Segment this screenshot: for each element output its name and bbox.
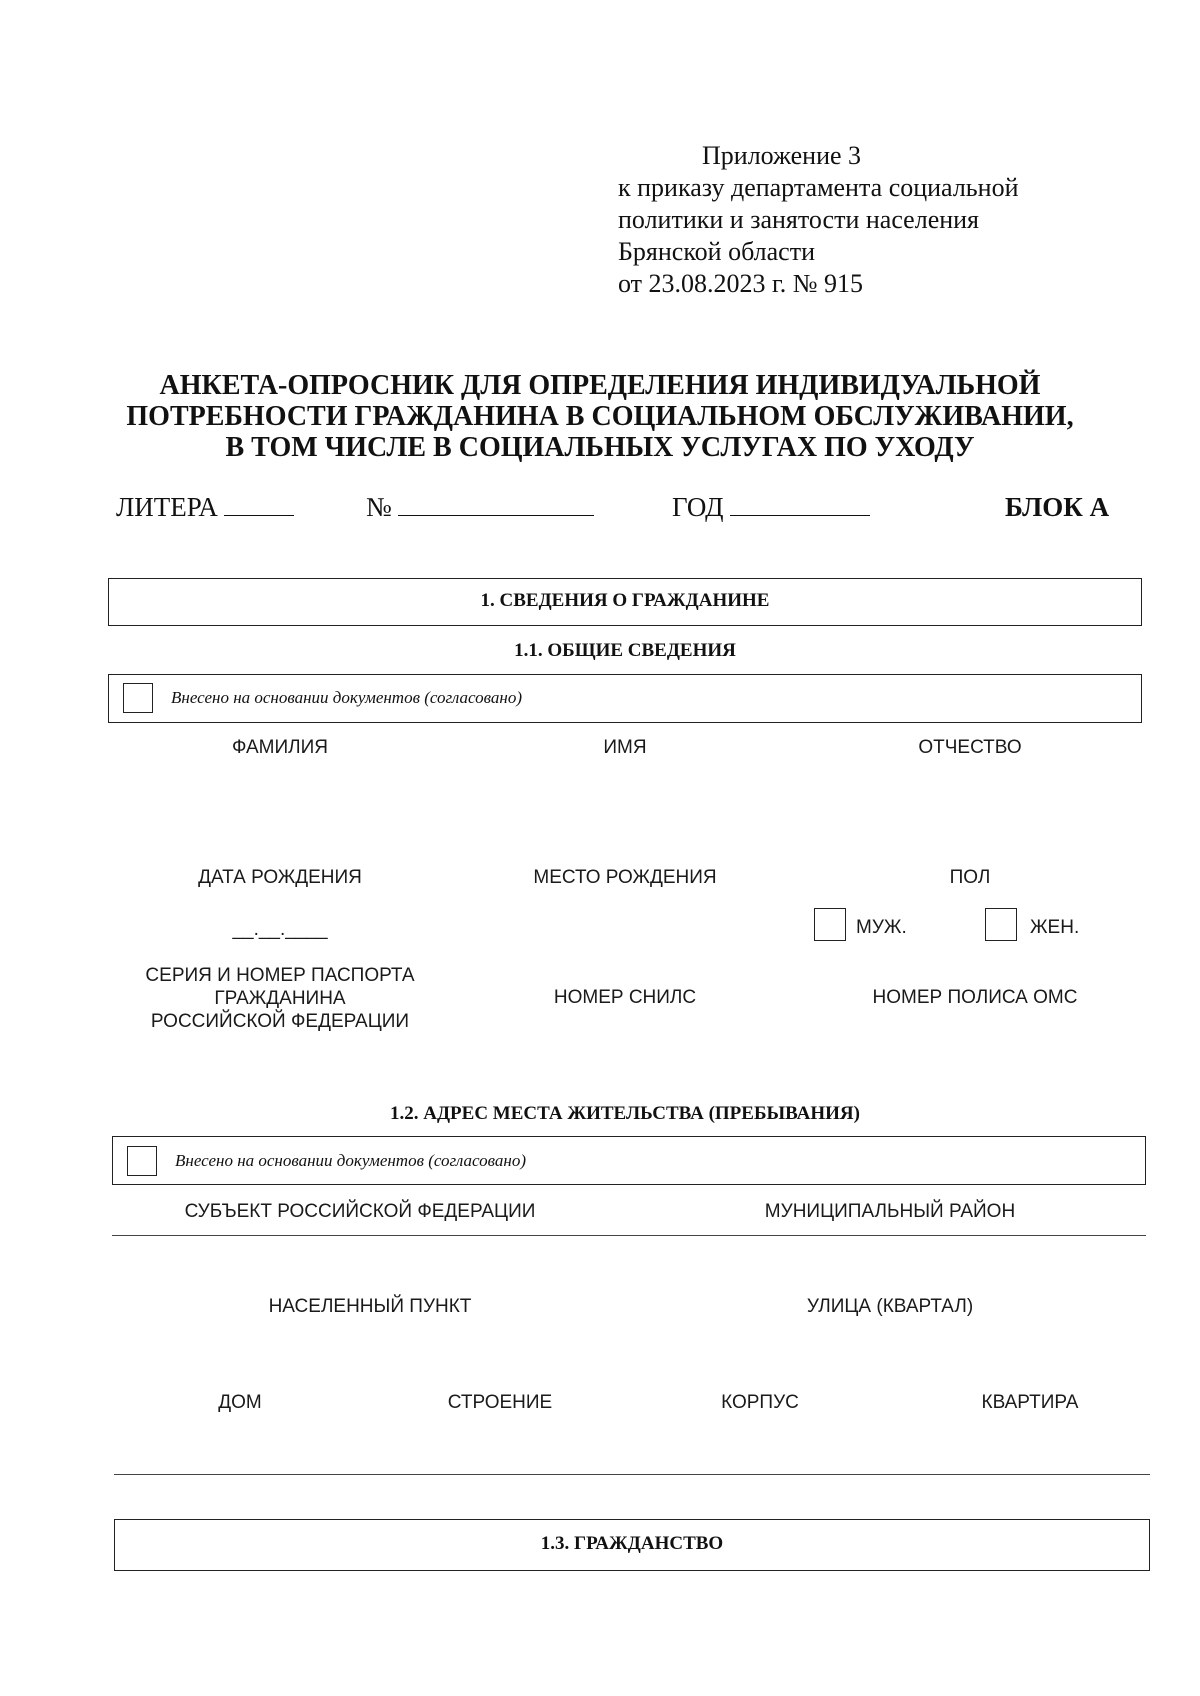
birth-place-label: МЕСТО РОЖДЕНИЯ	[533, 867, 717, 888]
title-line-2: ПОТРЕБНОСТИ ГРАЖДАНИНА В СОЦИАЛЬНОМ ОБСЛУЖИВАНИИ,	[126, 401, 1074, 432]
section-1-3-heading: 1.3. ГРАЖДАНСТВО	[540, 1533, 724, 1554]
documents-note-box-2	[112, 1136, 1146, 1185]
title-line-1: АНКЕТА-ОПРОСНИК ДЛЯ ОПРЕДЕЛЕНИЯ ИНДИВИДУАЛЬНОЙ	[159, 370, 1041, 401]
male-checkbox[interactable]	[814, 908, 846, 941]
documents-note-box-1	[108, 674, 1142, 723]
snils-label: НОМЕР СНИЛС	[553, 987, 697, 1008]
appendix-line-5: от 23.08.2023 г. № 915	[618, 269, 864, 298]
building-label: СТРОЕНИЕ	[447, 1392, 553, 1413]
documents-note-1: Внесено на основании документов (согласовано)	[171, 688, 522, 707]
locality-label: НАСЕЛЕННЫЙ ПУНКТ	[268, 1296, 472, 1317]
document-title	[100, 370, 1100, 463]
korpus-label: КОРПУС	[721, 1392, 799, 1413]
documents-checkbox-1[interactable]	[123, 683, 153, 713]
patronymic-label: ОТЧЕСТВО	[918, 737, 1022, 758]
section-1-3-heading-box	[114, 1519, 1150, 1571]
section-1-heading: 1. СВЕДЕНИЯ О ГРАЖДАНИНЕ	[480, 590, 770, 611]
male-label: МУЖ.	[856, 917, 907, 938]
passport-label-line-3: РОССИЙСКОЙ ФЕДЕРАЦИИ	[150, 1011, 410, 1032]
oms-label: НОМЕР ПОЛИСА ОМС	[872, 987, 1078, 1008]
female-checkbox[interactable]	[985, 908, 1017, 941]
litera-field	[116, 492, 294, 523]
year-label: ГОД	[672, 492, 724, 522]
number-label: №	[366, 492, 392, 522]
district-label: МУНИЦИПАЛЬНЫЙ РАЙОН	[764, 1201, 1016, 1222]
block-label: БЛОК А	[1005, 492, 1110, 522]
appendix-line-3: политики и занятости населения	[618, 205, 980, 234]
birth-date-label: ДАТА РОЖДЕНИЯ	[198, 867, 362, 888]
street-label: УЛИЦА (КВАРТАЛ)	[806, 1296, 974, 1317]
surname-label: ФАМИЛИЯ	[231, 737, 329, 758]
house-label: ДОМ	[218, 1392, 262, 1413]
documents-checkbox-2[interactable]	[127, 1146, 157, 1176]
passport-label-line-1: СЕРИЯ И НОМЕР ПАСПОРТА	[145, 965, 415, 986]
section-1-2-heading: 1.2. АДРЕС МЕСТА ЖИТЕЛЬСТВА (ПРЕБЫВАНИЯ)	[390, 1103, 860, 1124]
appendix-line-2: к приказу департамента социальной	[618, 173, 1019, 202]
section-1-1-heading: 1.1. ОБЩИЕ СВЕДЕНИЯ	[514, 640, 736, 661]
female-label: ЖЕН.	[1030, 917, 1080, 938]
year-input[interactable]	[730, 493, 870, 516]
address-divider-top	[112, 1235, 1146, 1236]
number-input[interactable]	[398, 493, 594, 516]
year-field	[672, 492, 870, 523]
address-divider-bottom	[114, 1474, 1150, 1475]
appendix-note	[618, 140, 1138, 300]
litera-label: ЛИТЕРА	[116, 492, 218, 522]
name-label: ИМЯ	[603, 737, 647, 758]
section-1-heading-box	[108, 578, 1142, 626]
passport-label	[120, 964, 440, 1033]
passport-label-line-2: ГРАЖДАНИНА	[214, 988, 346, 1009]
title-line-3: В ТОМ ЧИСЛЕ В СОЦИАЛЬНЫХ УСЛУГАХ ПО УХОДУ	[225, 432, 975, 463]
documents-note-2: Внесено на основании документов (согласовано)	[175, 1151, 526, 1170]
number-field	[366, 492, 594, 523]
appendix-line-1: Приложение 3	[702, 141, 862, 170]
birth-date-input[interactable]: __.__.____	[232, 919, 328, 940]
subject-label: СУБЪЕКТ РОССИЙСКОЙ ФЕДЕРАЦИИ	[184, 1201, 536, 1222]
litera-input[interactable]	[224, 493, 294, 516]
sex-label: ПОЛ	[949, 867, 991, 888]
apartment-label: КВАРТИРА	[981, 1392, 1079, 1413]
appendix-line-4: Брянской области	[618, 237, 815, 266]
